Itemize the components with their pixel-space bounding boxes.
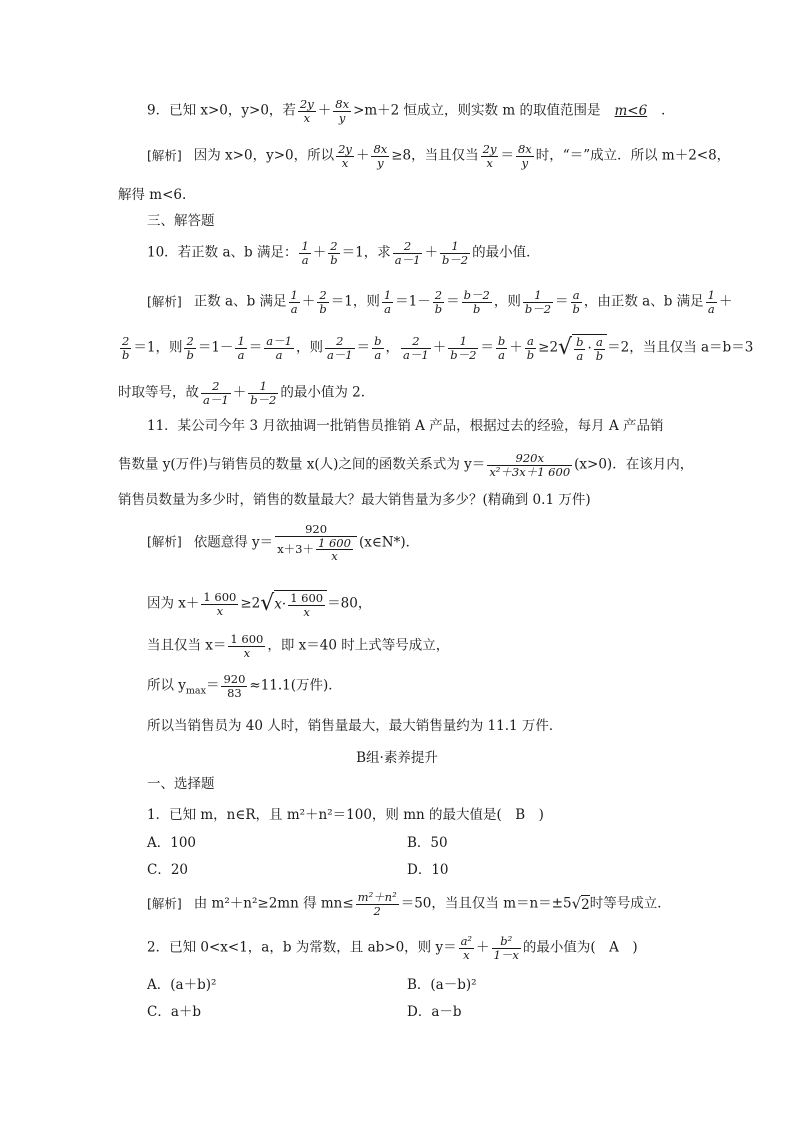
fraction: 920 x＋3＋ $\frac{1 600}{x}$ [275, 523, 357, 563]
fraction: $\frac{1}{b-2}$ [524, 288, 552, 316]
q11-stem-2: 售数量 y(万件)与销售员的数量 x(人)之间的函数关系式为 y＝ $\frac{920x}{\text{x²＋3x＋1 600}}$ (x>0)．在该月内， [118, 451, 694, 479]
solution-tag: [解析] [147, 534, 182, 550]
fraction: $\frac{b-2}{b}$ [463, 288, 490, 316]
q11-stem-1: 11．某公司今年 3 月欲抽调一批销售员推销 A 产品，根据过去的经验，每月 A 产品销 [147, 418, 664, 434]
mc2-option-d: D．a－b [407, 1004, 462, 1020]
fraction: $\frac{a}{b}$ [572, 288, 580, 316]
q10-stem: 10．若正数 a、b 满足： $\frac{1}{a}$ ＋ $\frac{2}{b}$ ＝1，求 $\frac{2}{a-1}$ ＋ $\frac{1}{b-2}$ 的最小值． [147, 239, 540, 267]
solution-tag: [解析] [147, 895, 182, 911]
mc1-stem: 1．已知 m，n∈R，且 m²＋n²＝100，则 mn 的最大值是( B ) [147, 807, 544, 823]
section-title: 一、选择题 [147, 776, 215, 792]
q11-stem-3: 销售员数量为多少时，销售的数量最大？最大销售量为多少？(精确到 0.1 万件) [118, 492, 591, 508]
q10-solution: [解析] 正数 a、b 满足 $\frac{1}{a}$ ＋ $\frac{2}{b}$ ＝1，则 $\frac{1}{a}$ ＝1－ $\frac{2}{b}$ ＝ $\frac{b-2}{b}$ ，则 $\frac{1}{b-2}$ ＝ $\frac{a}{b}$ ，由正数 a、b 满足 $\frac{1}{a}$ ＋ [147, 288, 733, 316]
fraction: $\frac{8x}{y}$ [373, 142, 388, 170]
mc2-option-b: B．(a－b)² [407, 977, 477, 993]
group-b-title: B组·素养提升 [356, 750, 438, 766]
fraction: $\frac{2}{b}$ [122, 334, 130, 362]
fraction: $\frac{2}{b}$ [186, 334, 194, 362]
mc1-option-c: C．20 [147, 862, 189, 878]
fraction: $\frac{1}{a}$ [383, 288, 392, 316]
fraction: $\frac{a}{b}$ [595, 335, 604, 363]
fraction: $\frac{920}{83}$ [223, 672, 246, 700]
q11-solution-2: 因为 x＋ $\frac{1 600}{x}$ ≥2√x· $\frac{1 600}{x}$ ＝80， [147, 590, 372, 619]
fraction: $\frac{2y}{x}$ [299, 97, 314, 125]
fraction: $\frac{1}{a}$ [301, 239, 309, 267]
mc1-option-b: B．50 [407, 835, 448, 851]
q11-solution: [解析] 依题意得 y＝ 920 x＋3＋ $\frac{1 600}{x}$ (x∈N*)． [147, 522, 420, 564]
q10-solution-end: 时取等号，故 $\frac{2}{a-1}$ ＋ $\frac{1}{b-2}$ 的最小值为 2. [118, 379, 366, 407]
fraction: $\frac{1}{a}$ [707, 288, 715, 316]
mc2-stem: 2．已知 0<x<1，a，b 为常数，且 ab>0，则 y＝ $\frac{\text{a²}}{x}$ ＋ $\frac{\text{b²}}{1-x}$ 的最小值为( A ) [147, 934, 638, 962]
fraction: $\frac{2}{b}$ [434, 288, 443, 316]
fraction: $\frac{1}{a}$ [290, 288, 298, 316]
fraction: $\frac{\text{b²}}{1-x}$ [493, 934, 519, 962]
fraction: $\frac{2y}{x}$ [338, 142, 352, 170]
q11-solution-4: 所以 $y_{max}=$ $\frac{920}{83}$ ≈11.1(万件)． [147, 672, 342, 700]
q10-solution-cont: $\frac{2}{b}$ ＝1，则 $\frac{2}{b}$ ＝1－ $\frac{1}{a}$ ＝ $\frac{a-1}{a}$ ，则 $\frac{2}{a-1}$ ＝ $\frac{b}{a}$ ， $\frac{2}{a-1}$ ＋ $\frac{1}{b-2}$ ＝ $\frac{b}{a}$ ＋ $\frac{a}{b}$ ≥2√ $\frac{b}{a}$ · $\frac{a}{b}$ ＝2，当且仅当 a＝b＝3 [122, 334, 754, 363]
mc1-option-a: A．100 [147, 835, 197, 851]
solution-tag: [解析] [147, 147, 182, 163]
fraction: $\frac{1}{b-2}$ [441, 239, 469, 267]
q9-solution: [解析] 因为 x>0，y>0，所以 $\frac{2y}{x}$ ＋ $\frac{8x}{y}$ ≥8，当且仅当 $\frac{2y}{x}$ ＝ $\frac{8x}{y}$ 时，“＝”成立．所以 m＋2<8， [147, 142, 731, 170]
fraction: $\frac{1}{a}$ [237, 334, 245, 362]
q11-solution-3: 当且仅当 x＝ $\frac{1 600}{x}$ ，即 x＝40 时上式等号成立， [147, 632, 450, 660]
fraction: $\frac{a}{b}$ [526, 334, 535, 362]
fraction: $\frac{2}{a-1}$ [394, 239, 421, 267]
fraction: $\frac{\text{a²}}{x}$ [460, 934, 473, 962]
fraction: $\frac{8x}{y}$ [517, 142, 532, 170]
answer-blank: m<6 [614, 102, 648, 119]
fraction: $\frac{b}{a}$ [374, 334, 382, 362]
fraction: $\frac{2y}{x}$ [482, 142, 497, 170]
fraction: $\frac{\text{m²＋n²}}{2}$ [357, 890, 397, 918]
fraction: $\frac{2}{a-1}$ [326, 334, 353, 362]
fraction: $\frac{1 600}{x}$ [290, 591, 324, 619]
fraction: $\frac{1 600}{x}$ [203, 590, 237, 618]
fraction: $\frac{8x}{y}$ [335, 97, 350, 125]
fraction: $\frac{1 600}{x}$ [230, 632, 264, 660]
solution-tag: [解析] [147, 293, 182, 309]
fraction: $\frac{b}{a}$ [497, 334, 506, 362]
mc2-option-c: C．a＋b [147, 1004, 202, 1020]
fraction: $\frac{920x}{\text{x²＋3x＋1 600}}$ [489, 451, 571, 479]
q9-solution-cont: 解得 m<6. [118, 187, 187, 203]
q9-stem: 9．已知 x>0，y>0，若 $\frac{2y}{x}$ ＋ $\frac{8x}{y}$ >m＋2 恒成立，则实数 m 的取值范围是 m<6 ． [147, 97, 675, 125]
mc1-solution: [解析] 由 m²＋n²≥2mn 得 mn≤ $\frac{\text{m²＋n²}}{2}$ ＝50，当且仅当 m＝n＝±5√2时等号成立． [147, 890, 671, 918]
fraction: $\frac{2}{a-1}$ [203, 379, 229, 407]
mc2-option-a: A．(a＋b)² [147, 977, 217, 993]
q11-conclusion: 所以当销售员为 40 人时，销售量最大，最大销售量约为 11.1 万件． [147, 718, 563, 734]
fraction: $\frac{b}{a}$ [576, 335, 584, 363]
fraction: $\frac{1}{b-2}$ [450, 334, 477, 362]
fraction: $\frac{2}{b}$ [330, 239, 338, 267]
fraction: $\frac{1}{b-2}$ [250, 379, 277, 407]
fraction: $\frac{2}{b}$ [319, 288, 327, 316]
fraction: $\frac{2}{a-1}$ [403, 334, 429, 362]
mc1-option-d: D．10 [407, 862, 449, 878]
section-title: 三、解答题 [147, 213, 215, 229]
fraction: $\frac{a-1}{a}$ [266, 334, 292, 362]
